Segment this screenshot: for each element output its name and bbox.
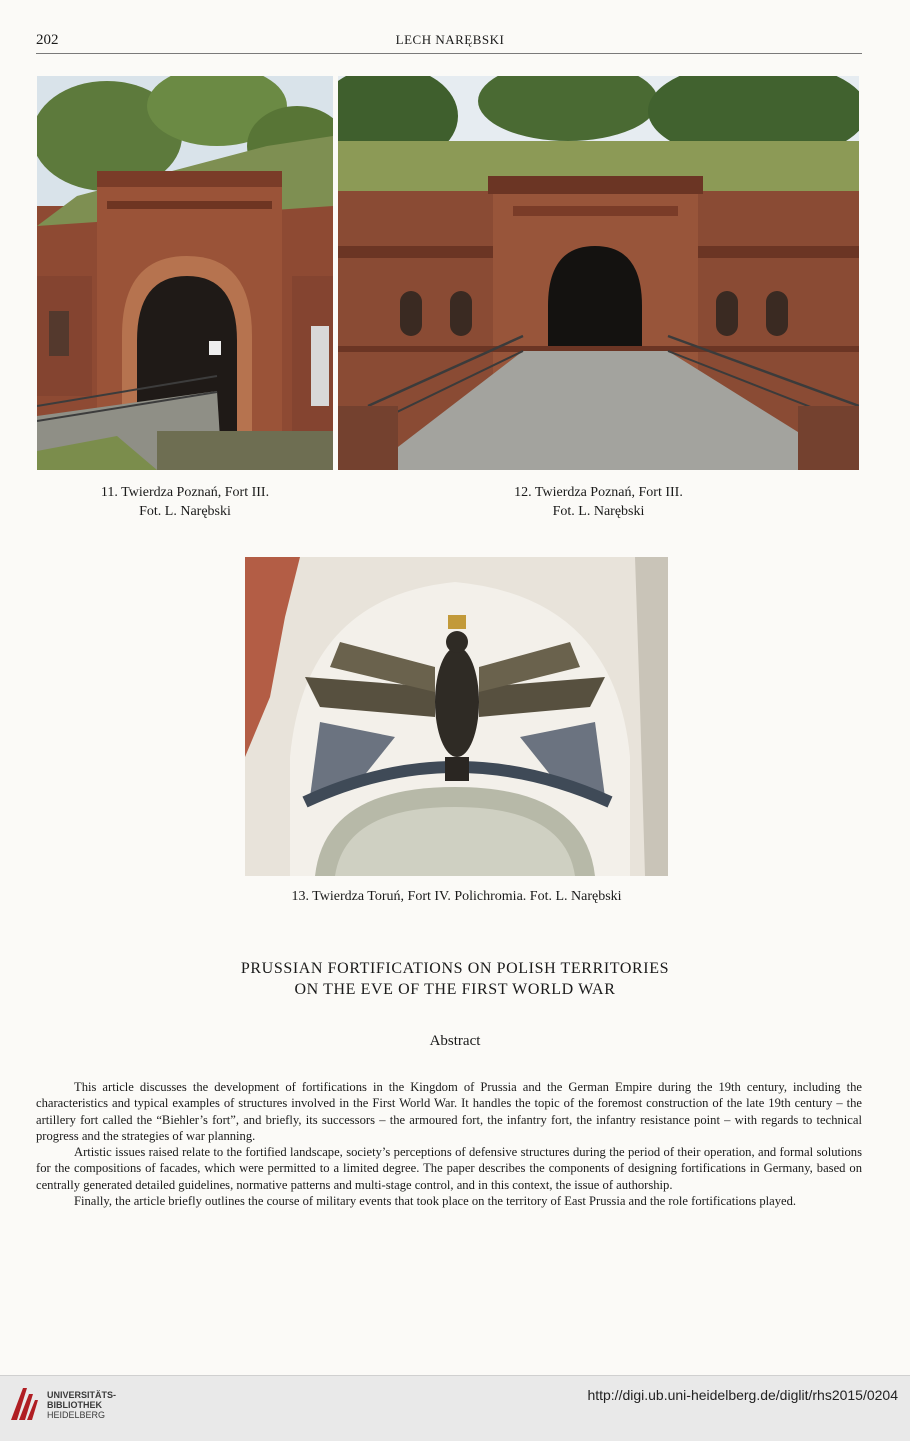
abstract-paragraph: Artistic issues raised relate to the fortified landscape, society’s perceptions of defensive structures during the period of their operation, and formal solutions for the compositions of facades, which were permitted to a limited degree. The paper describes the components of designing fortifications in Germany, based on centrally generated detailed guidelines, normative patterns and multi-stage control, and in this context, the issue of authorship. bbox=[36, 1145, 862, 1192]
photo-fort-entrance-bridge bbox=[338, 76, 859, 470]
header-rule bbox=[36, 53, 862, 54]
figure-13-caption bbox=[180, 887, 733, 906]
abstract-paragraph: This article discusses the development of fortifications in the Kingdom of Prussia and the German Empire during the 19th century, including the characteristics and typical examples of structures involved in the First World War. It handles the topic of the foremost construction of the late 19th century – the artillery fort called the “Biehler’s fort”, and briefly, its successors – the armoured fort, the infantry fort, the infantry resistance point – with regards to technical progress and the strategies of war planning. bbox=[36, 1080, 862, 1143]
caption-line: 11. Twierdza Poznań, Fort III. bbox=[100, 485, 270, 500]
library-name-line-1: UNIVERSITÄTS- bbox=[47, 1390, 117, 1400]
caption-line: 13. Twierdza Toruń, Fort IV. Polichromia. Fot. L. Narębski bbox=[291, 889, 622, 904]
caption-line: 12. Twierdza Poznań, Fort III. bbox=[514, 485, 683, 500]
abstract-body bbox=[36, 1079, 862, 1209]
caption-credit: Fot. L. Narębski bbox=[552, 504, 645, 519]
figure-12-caption bbox=[338, 483, 859, 521]
library-logo-icon[interactable] bbox=[9, 1386, 39, 1422]
library-name[interactable] bbox=[47, 1390, 116, 1420]
caption-credit: Fot. L. Narębski bbox=[139, 504, 231, 519]
running-head: LECH NARĘBSKI bbox=[395, 32, 505, 47]
title-line-1: PRUSSIAN FORTIFICATIONS ON POLISH TERRITORIES bbox=[240, 960, 670, 977]
article-title bbox=[100, 958, 810, 1000]
photo-fort-gate-arch bbox=[37, 76, 333, 470]
library-name-line-3: HEIDELBERG bbox=[47, 1410, 106, 1420]
permalink-url[interactable]: http://digi.ub.uni-heidelberg.de/diglit/rhs2015/0204 bbox=[587, 1387, 898, 1403]
title-line-2: ON THE EVE OF THE FIRST WORLD WAR bbox=[294, 981, 616, 998]
abstract-paragraph: Finally, the article briefly outlines the course of military events that took place on the territory of East Prussia and the role fortifications played. bbox=[74, 1194, 797, 1209]
page-number: 202 bbox=[36, 32, 59, 48]
library-name-line-2: BIBLIOTHEK bbox=[47, 1400, 102, 1410]
photo-eagle-polychrome bbox=[245, 557, 668, 876]
figure-11-caption bbox=[37, 483, 333, 521]
viewer-footer-bar bbox=[0, 1375, 910, 1441]
abstract-heading: Abstract bbox=[429, 1033, 481, 1049]
